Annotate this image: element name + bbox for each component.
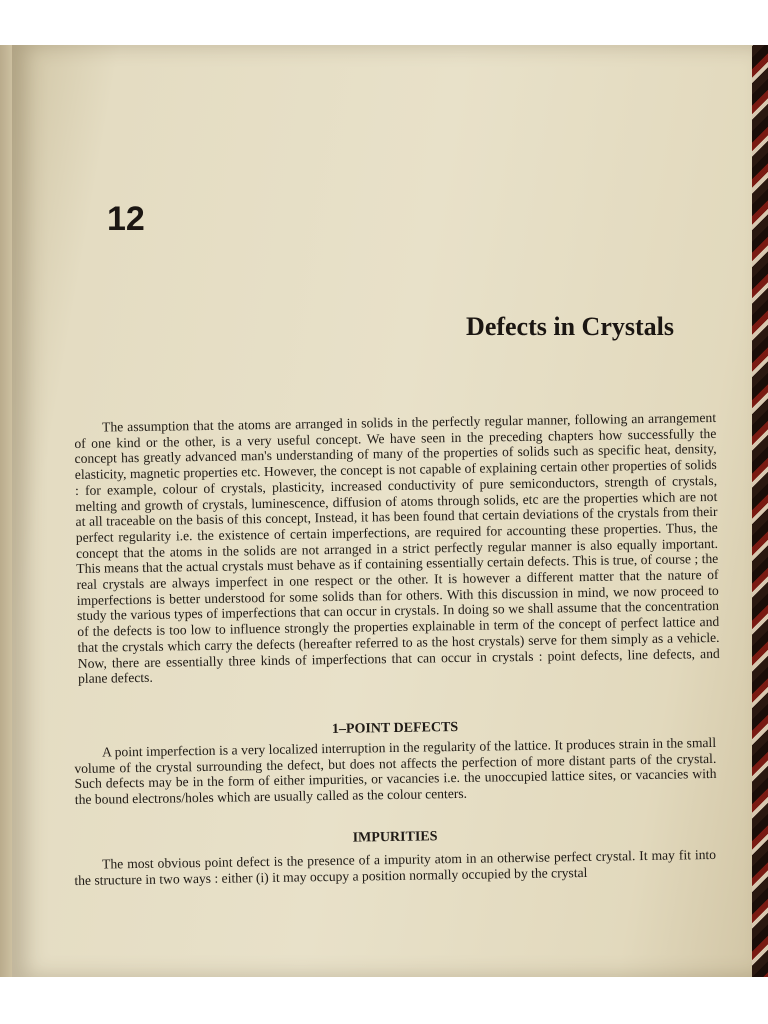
section-heading: 1–POINT DEFECTS — [331, 719, 459, 737]
paragraph-text: The most obvious point defect is the presence of a impurity atom in an otherwise perfect crystal. It may fit into the structure in two ways : either (i) it may occupy a position normally occupied by the crystal — [74, 846, 717, 888]
chapter-title: Defects in Crystals — [466, 312, 674, 341]
paragraph-text: The assumption that the atoms are arranged in solids in the perfectly regular manner, following an arrangement of one kind or the other, is a very useful concept. We have seen in the preceding chapters how successfully the concept has greatly advanced man's understanding of many of the properties of solids such as specific heat, density, elasticity, magnetic properties etc. However, the concept is not capable of explaining certain other properties of solids : for example, colour of crystals, plasticity, increased conductivity of pure semiconductors, strength of crystals, melting and growth of crystals, luminescence, diffusion of atoms through solids, etc are the properties which are not at all traceable on the basis of this concept, Instead, it has been found that certain deviations of the crystals from their perfect regularity i.e. the existence of certain imperfections, are required for accounting these properties. Thus, the concept that the atoms in the solids are not arranged in a strict perfectly regular manner is also equally important. This means that the actual crystals must behave as if containing essentially certain defects. This is true, of course ; the real crystals are always imperfect in one respect or the other. It is however a different matter that the nature of imperfections is better understood for some solids than for others. With this discussion in mind, we now proceed to study the various types of imperfections that can occur in crystals. In doing so we shall assume that the concentration of the defects is too low to influence strongly the properties explainable in term of the concept of perfect lattice and that the crystals which carry the defects (hereafter referred to as the host crystals) serve for them simply as a vehicle. Now, there are essentially three kinds of imperfections that can occur in crystals : point defects, line defects, and plane defects. — [74, 409, 720, 687]
book-photo — [0, 45, 768, 977]
body-paragraph — [74, 410, 720, 687]
body-paragraph — [74, 735, 717, 808]
book-page — [12, 45, 752, 977]
subsection-heading: IMPURITIES — [352, 829, 438, 846]
chapter-number: 12 — [107, 200, 145, 238]
body-paragraph — [74, 847, 716, 888]
paragraph-text: A point imperfection is a very localized interruption in the regularity of the lattice. It produces strain in the small volume of the crystal surrounding the defect, but does not affects the perfection of more distant parts of the crystal. Such defects may be in the form of either impurities, or vacancies i.e. the unoccupied lattice sites, or vacancies with the bound electrons/holes which are usually called as the colour centers. — [74, 734, 717, 808]
